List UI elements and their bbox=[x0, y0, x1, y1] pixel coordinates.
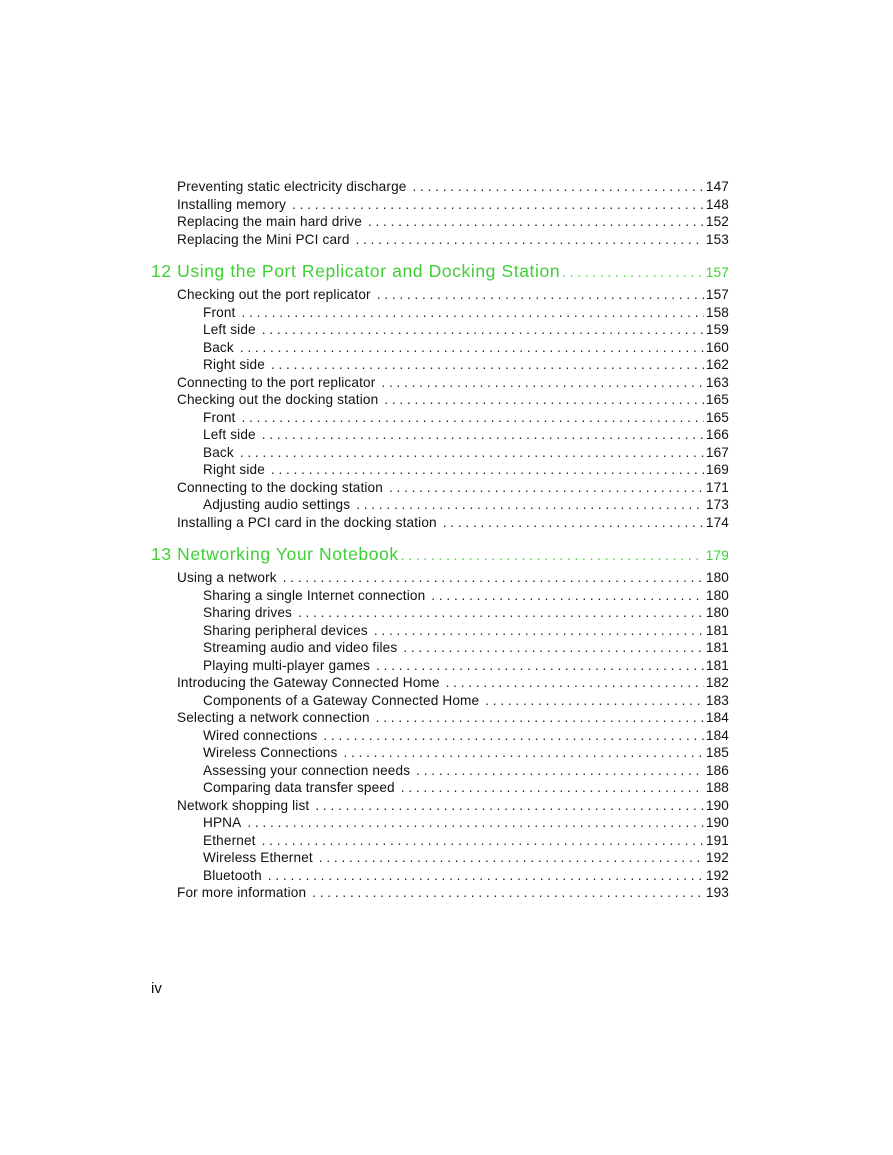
toc-entry-title: Bluetooth bbox=[203, 867, 262, 883]
toc-entry-page: 186 bbox=[705, 762, 729, 778]
toc-entry-page: 188 bbox=[705, 780, 729, 795]
dot-leader bbox=[268, 867, 704, 885]
dot-leader bbox=[401, 779, 704, 797]
dot-leader bbox=[384, 391, 704, 409]
toc-subentry[interactable] bbox=[151, 409, 729, 427]
toc-subentry[interactable] bbox=[151, 849, 729, 867]
dot-leader bbox=[376, 709, 704, 727]
toc-entry-title: Replacing the main hard drive bbox=[177, 214, 362, 229]
toc-entry-title: Adjusting audio settings bbox=[203, 497, 351, 512]
toc-entry-title: For more information bbox=[177, 885, 307, 900]
toc-entry-title: Back bbox=[203, 444, 234, 460]
toc-entry-page: 192 bbox=[705, 850, 729, 865]
toc-entry-page: 157 bbox=[705, 287, 729, 302]
toc-entry-page: 173 bbox=[705, 497, 729, 512]
dot-leader bbox=[271, 461, 704, 479]
toc-entry-page: 183 bbox=[705, 692, 729, 708]
toc-subentry[interactable] bbox=[151, 304, 729, 322]
chapter-heading[interactable] bbox=[151, 543, 729, 567]
toc-entry-page: 181 bbox=[705, 622, 729, 638]
toc-entry-title: Installing memory bbox=[177, 196, 287, 212]
toc-entry[interactable] bbox=[151, 286, 729, 304]
dot-leader bbox=[319, 849, 704, 867]
toc-subentry[interactable] bbox=[151, 604, 729, 622]
dot-leader bbox=[262, 832, 704, 850]
dot-leader bbox=[446, 674, 704, 692]
toc-entry-page: 174 bbox=[705, 514, 729, 530]
toc-entry-title: Sharing peripheral devices bbox=[203, 622, 368, 638]
dot-leader bbox=[356, 496, 704, 514]
toc-entry-title: Wireless Connections bbox=[203, 745, 338, 760]
toc-entry-page: 171 bbox=[705, 479, 729, 495]
dot-leader bbox=[241, 409, 703, 427]
chapter-title: Using the Port Replicator and Docking Station bbox=[177, 261, 561, 281]
toc-subentry[interactable] bbox=[151, 356, 729, 374]
dot-leader bbox=[262, 426, 704, 444]
toc-entry-title: Wireless Ethernet bbox=[203, 850, 313, 865]
toc-entry-page: 153 bbox=[705, 231, 729, 247]
table-of-contents bbox=[151, 178, 729, 902]
dot-leader bbox=[315, 797, 704, 815]
dot-leader bbox=[312, 884, 704, 902]
dot-leader bbox=[240, 339, 704, 357]
toc-entry-title: Assessing your connection needs bbox=[203, 762, 411, 778]
dot-leader bbox=[240, 444, 704, 462]
dot-leader bbox=[368, 213, 704, 231]
toc-entry-title: Replacing the Mini PCI card bbox=[177, 231, 350, 247]
toc-entry[interactable] bbox=[151, 709, 729, 727]
toc-entry-title: Sharing drives bbox=[203, 605, 292, 620]
toc-entry-title: Connecting to the port replicator bbox=[177, 374, 376, 390]
toc-entry-title: Front bbox=[203, 304, 236, 320]
dot-leader bbox=[323, 727, 703, 745]
toc-entry[interactable] bbox=[151, 797, 729, 815]
toc-entry[interactable] bbox=[151, 884, 729, 902]
dot-leader bbox=[413, 178, 704, 196]
toc-subentry[interactable] bbox=[151, 426, 729, 444]
dot-leader bbox=[443, 514, 704, 532]
toc-entry[interactable] bbox=[151, 196, 729, 214]
toc-subentry[interactable] bbox=[151, 692, 729, 710]
toc-subentry[interactable] bbox=[151, 321, 729, 339]
toc-entry-page: 165 bbox=[705, 409, 729, 425]
chapter-title: Networking Your Notebook bbox=[177, 544, 399, 564]
toc-entry[interactable] bbox=[151, 569, 729, 587]
toc-entry-title: Connecting to the docking station bbox=[177, 479, 383, 495]
dot-leader bbox=[389, 479, 704, 497]
dot-leader bbox=[562, 262, 704, 284]
toc-entry-title: Comparing data transfer speed bbox=[203, 780, 395, 795]
toc-subentry[interactable] bbox=[151, 639, 729, 657]
toc-entry-page: 185 bbox=[705, 745, 729, 760]
toc-entry-page: 160 bbox=[705, 339, 729, 355]
toc-entry-title: Sharing a single Internet connection bbox=[203, 587, 426, 603]
toc-entry-page: 184 bbox=[705, 710, 729, 725]
dot-leader bbox=[403, 639, 704, 657]
chapter-page: 157 bbox=[705, 265, 729, 280]
toc-entry-page: 165 bbox=[705, 392, 729, 407]
toc-entry[interactable] bbox=[151, 479, 729, 497]
toc-entry-title: Wired connections bbox=[203, 727, 318, 743]
toc-entry-title: Checking out the port replicator bbox=[177, 287, 371, 302]
dot-leader bbox=[298, 604, 704, 622]
toc-entry-page: 190 bbox=[705, 797, 729, 813]
toc-subentry[interactable] bbox=[151, 867, 729, 885]
chapter-number: 12 bbox=[151, 261, 172, 281]
toc-entry[interactable] bbox=[151, 374, 729, 392]
toc-entry-page: 166 bbox=[705, 427, 729, 442]
toc-entry-page: 184 bbox=[705, 727, 729, 743]
dot-leader bbox=[262, 321, 704, 339]
toc-entry-page: 180 bbox=[705, 605, 729, 620]
toc-subentry[interactable] bbox=[151, 744, 729, 762]
toc-entry-title: Preventing static electricity discharge bbox=[177, 179, 407, 194]
toc-entry-page: 167 bbox=[705, 444, 729, 460]
toc-entry-page: 147 bbox=[705, 179, 729, 194]
dot-leader bbox=[377, 286, 704, 304]
toc-entry[interactable] bbox=[151, 391, 729, 409]
toc-subentry[interactable] bbox=[151, 444, 729, 462]
toc-entry[interactable] bbox=[151, 514, 729, 532]
toc-entry-page: 162 bbox=[705, 357, 729, 372]
toc-subentry[interactable] bbox=[151, 461, 729, 479]
toc-entry-title: Installing a PCI card in the docking station bbox=[177, 514, 437, 530]
toc-subentry[interactable] bbox=[151, 727, 729, 745]
toc-entry-title: Ethernet bbox=[203, 832, 256, 848]
toc-entry-page: 181 bbox=[705, 640, 729, 655]
toc-entry-title: Using a network bbox=[177, 570, 277, 585]
toc-entry-title: Selecting a network connection bbox=[177, 710, 370, 725]
toc-subentry[interactable] bbox=[151, 657, 729, 675]
dot-leader bbox=[374, 622, 704, 640]
dot-leader bbox=[241, 304, 703, 322]
toc-entry[interactable] bbox=[151, 231, 729, 249]
toc-entry-page: 182 bbox=[705, 675, 729, 690]
toc-subentry[interactable] bbox=[151, 832, 729, 850]
toc-entry-page: 193 bbox=[705, 885, 729, 900]
toc-subentry[interactable] bbox=[151, 587, 729, 605]
dot-leader bbox=[292, 196, 704, 214]
toc-entry-title: Network shopping list bbox=[177, 797, 310, 813]
toc-entry-title: Components of a Gateway Connected Home bbox=[203, 692, 480, 708]
toc-entry-title: Checking out the docking station bbox=[177, 392, 379, 407]
chapter-number: 13 bbox=[151, 544, 172, 564]
toc-entry-page: 158 bbox=[705, 304, 729, 320]
toc-entry[interactable] bbox=[151, 178, 729, 196]
dot-leader bbox=[485, 692, 704, 710]
toc-entry-page: 192 bbox=[705, 867, 729, 883]
toc-entry-title: Back bbox=[203, 339, 234, 355]
dot-leader bbox=[431, 587, 704, 605]
toc-entry-title: Playing multi-player games bbox=[203, 657, 371, 673]
toc-subentry[interactable] bbox=[151, 622, 729, 640]
toc-entry-title: Streaming audio and video files bbox=[203, 640, 398, 655]
toc-entry-page: 152 bbox=[705, 214, 729, 229]
dot-leader bbox=[271, 356, 704, 374]
toc-entry-page: 180 bbox=[705, 587, 729, 603]
toc-entry-page: 181 bbox=[705, 657, 729, 673]
toc-entry-title: HPNA bbox=[203, 815, 242, 830]
dot-leader bbox=[381, 374, 703, 392]
dot-leader bbox=[376, 657, 704, 675]
toc-subentry[interactable] bbox=[151, 814, 729, 832]
toc-subentry[interactable] bbox=[151, 762, 729, 780]
toc-entry-page: 190 bbox=[705, 815, 729, 830]
toc-entry-page: 159 bbox=[705, 322, 729, 337]
dot-leader bbox=[401, 545, 704, 567]
dot-leader bbox=[343, 744, 703, 762]
toc-entry[interactable] bbox=[151, 674, 729, 692]
toc-subentry[interactable] bbox=[151, 339, 729, 357]
dot-leader bbox=[416, 762, 704, 780]
chapter-page: 179 bbox=[705, 548, 729, 563]
toc-entry-title: Right side bbox=[203, 357, 265, 372]
toc-subentry[interactable] bbox=[151, 496, 729, 514]
toc-entry-page: 180 bbox=[705, 570, 729, 585]
toc-entry-title: Front bbox=[203, 409, 236, 425]
page-number: iv bbox=[151, 980, 162, 997]
toc-entry-title: Left side bbox=[203, 322, 256, 337]
toc-subentry[interactable] bbox=[151, 779, 729, 797]
toc-entry-page: 169 bbox=[705, 462, 729, 477]
toc-entry-page: 163 bbox=[705, 374, 729, 390]
dot-leader bbox=[283, 569, 704, 587]
toc-entry-title: Left side bbox=[203, 427, 256, 442]
toc-entry-title: Introducing the Gateway Connected Home bbox=[177, 675, 440, 690]
toc-entry-page: 191 bbox=[705, 832, 729, 848]
dot-leader bbox=[356, 231, 704, 249]
toc-entry[interactable] bbox=[151, 213, 729, 231]
chapter-heading[interactable] bbox=[151, 260, 729, 284]
dot-leader bbox=[247, 814, 703, 832]
toc-entry-page: 148 bbox=[705, 196, 729, 212]
toc-entry-title: Right side bbox=[203, 462, 265, 477]
